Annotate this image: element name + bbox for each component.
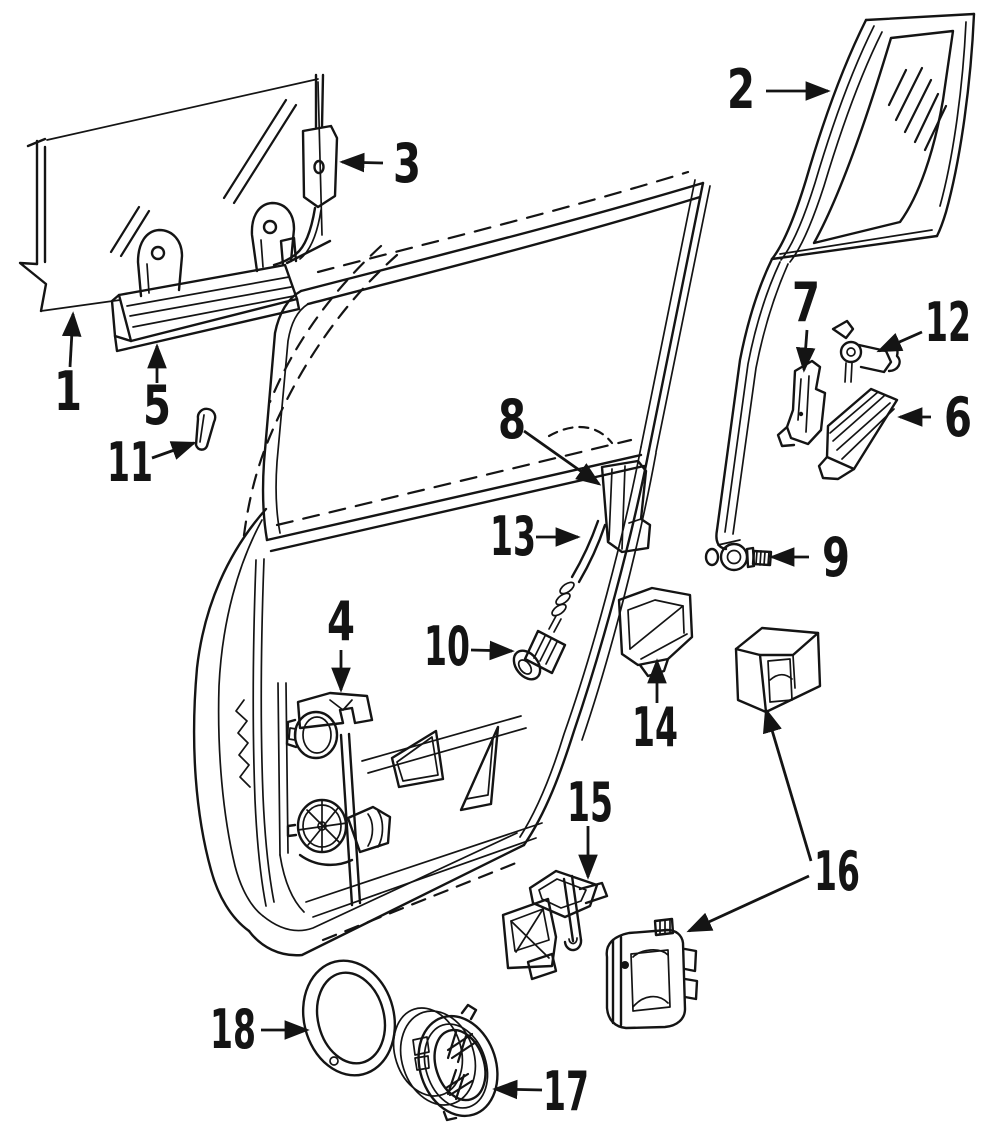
speaker bbox=[383, 999, 510, 1126]
callout-number: 17 bbox=[543, 1060, 589, 1123]
stroke bbox=[303, 717, 331, 753]
stroke bbox=[736, 649, 766, 712]
stroke bbox=[736, 628, 820, 712]
callout-arrow bbox=[524, 431, 599, 484]
stroke bbox=[896, 68, 922, 120]
stroke bbox=[264, 221, 276, 233]
callout-arrow bbox=[495, 1089, 542, 1090]
stroke bbox=[770, 675, 792, 680]
stroke bbox=[368, 814, 373, 846]
callout-12 bbox=[879, 291, 971, 354]
stroke bbox=[790, 32, 882, 262]
stroke bbox=[313, 838, 536, 917]
stroke bbox=[111, 207, 139, 252]
callout-arrow bbox=[766, 710, 811, 861]
stroke bbox=[772, 236, 937, 259]
callout-13 bbox=[490, 505, 578, 568]
door-shell bbox=[194, 447, 656, 955]
lock-mechanism bbox=[833, 321, 900, 382]
stroke bbox=[845, 363, 846, 382]
stroke bbox=[261, 240, 263, 267]
stroke bbox=[249, 845, 524, 955]
door-check-bracket bbox=[503, 871, 607, 979]
window-regulator bbox=[278, 683, 390, 912]
callout-14 bbox=[632, 661, 678, 759]
callout-number: 4 bbox=[327, 590, 355, 653]
callout-arrow bbox=[471, 650, 512, 651]
stroke bbox=[915, 94, 938, 142]
callout-10 bbox=[424, 615, 512, 678]
callout-2 bbox=[727, 58, 828, 121]
stroke bbox=[308, 197, 700, 304]
stroke bbox=[793, 655, 795, 688]
stroke bbox=[847, 348, 855, 356]
callout-5 bbox=[143, 346, 171, 437]
stroke bbox=[121, 211, 149, 256]
stroke bbox=[609, 469, 612, 540]
stroke bbox=[685, 949, 696, 971]
support-bracket bbox=[778, 361, 825, 446]
stroke bbox=[288, 825, 296, 836]
callout-arrow bbox=[879, 332, 922, 351]
stroke bbox=[236, 700, 250, 787]
stroke bbox=[806, 376, 809, 432]
stroke bbox=[308, 808, 338, 845]
stroke bbox=[330, 700, 343, 710]
stroke bbox=[579, 525, 605, 582]
stroke bbox=[827, 389, 897, 469]
callout-arrow bbox=[342, 162, 383, 163]
callout-arrow bbox=[152, 443, 194, 458]
callout-layer bbox=[54, 58, 972, 1123]
grooved-wedge bbox=[819, 389, 897, 479]
stroke bbox=[633, 997, 668, 1007]
stroke bbox=[261, 559, 274, 902]
stroke bbox=[550, 602, 568, 618]
screw-fastener bbox=[706, 544, 771, 570]
stroke bbox=[733, 264, 788, 534]
stroke bbox=[630, 606, 683, 649]
stroke bbox=[622, 466, 625, 549]
stroke bbox=[728, 551, 741, 564]
stroke bbox=[685, 979, 697, 999]
stroke bbox=[649, 183, 703, 450]
stroke bbox=[539, 879, 586, 908]
stroke bbox=[633, 950, 668, 957]
callout-number: 16 bbox=[814, 840, 860, 903]
stroke bbox=[47, 79, 318, 140]
stroke bbox=[799, 412, 803, 416]
stroke bbox=[41, 300, 120, 311]
callout-16 bbox=[689, 710, 860, 931]
callout-4 bbox=[327, 590, 355, 690]
stroke bbox=[415, 1056, 429, 1070]
stroke bbox=[278, 683, 280, 855]
stroke bbox=[466, 738, 493, 799]
callout-number: 1 bbox=[54, 360, 82, 423]
stroke bbox=[756, 551, 757, 564]
stroke bbox=[138, 230, 182, 296]
stroke bbox=[243, 255, 397, 543]
stroke bbox=[905, 80, 931, 132]
stroke bbox=[224, 100, 286, 198]
callout-number: 6 bbox=[944, 386, 972, 449]
callout-number: 2 bbox=[727, 58, 755, 121]
stroke bbox=[20, 263, 46, 311]
stroke bbox=[772, 20, 866, 259]
stroke bbox=[607, 930, 685, 1028]
stroke bbox=[549, 616, 556, 629]
callout-number: 11 bbox=[107, 431, 153, 494]
stroke bbox=[322, 75, 323, 127]
clip-bracket bbox=[619, 588, 692, 676]
stroke bbox=[277, 440, 631, 525]
stroke bbox=[641, 180, 695, 447]
stroke bbox=[851, 363, 852, 382]
callout-18 bbox=[210, 998, 307, 1061]
callout-number: 13 bbox=[490, 505, 536, 568]
stroke bbox=[330, 1057, 338, 1065]
stroke bbox=[628, 600, 684, 649]
callout-number: 8 bbox=[498, 388, 526, 451]
callout-number: 5 bbox=[143, 374, 171, 437]
stroke bbox=[549, 427, 612, 443]
stroke bbox=[889, 70, 906, 105]
stroke bbox=[564, 879, 573, 941]
stroke bbox=[656, 186, 710, 452]
stroke bbox=[760, 551, 761, 565]
callout-number: 12 bbox=[925, 291, 971, 354]
stroke bbox=[253, 560, 266, 906]
door-latch bbox=[607, 919, 697, 1028]
stroke bbox=[280, 855, 304, 912]
callout-number: 18 bbox=[210, 998, 256, 1061]
stroke bbox=[219, 520, 263, 916]
callout-9 bbox=[772, 526, 850, 589]
vent-glass-assembly bbox=[716, 14, 974, 549]
callout-17 bbox=[495, 1060, 589, 1123]
callout-1 bbox=[54, 314, 82, 423]
stroke bbox=[554, 619, 561, 632]
stroke bbox=[462, 1005, 476, 1019]
stroke bbox=[866, 14, 974, 20]
stroke bbox=[271, 466, 644, 551]
door-glass bbox=[20, 79, 330, 311]
callout-arrow bbox=[689, 876, 809, 931]
stroke bbox=[291, 951, 406, 1085]
stroke bbox=[621, 961, 629, 969]
stroke bbox=[631, 950, 670, 1011]
stroke bbox=[318, 172, 688, 272]
stroke bbox=[830, 392, 878, 433]
small-clip bbox=[196, 409, 215, 450]
stroke bbox=[147, 264, 149, 293]
striker-block bbox=[736, 628, 820, 712]
stroke bbox=[152, 247, 164, 259]
callout-number: 3 bbox=[393, 132, 421, 195]
stroke bbox=[234, 105, 296, 203]
callout-6 bbox=[900, 386, 972, 449]
callout-number: 15 bbox=[567, 771, 613, 834]
stroke bbox=[301, 183, 703, 291]
stroke bbox=[781, 26, 874, 260]
stroke bbox=[572, 521, 598, 577]
speaker-ring bbox=[291, 951, 406, 1085]
body-reference-lines bbox=[243, 246, 397, 543]
stroke bbox=[267, 455, 641, 540]
callout-number: 7 bbox=[792, 271, 820, 334]
stroke bbox=[760, 633, 818, 655]
stroke bbox=[833, 321, 853, 338]
stroke bbox=[300, 855, 352, 865]
stroke bbox=[508, 646, 545, 685]
stroke bbox=[768, 659, 792, 702]
stroke bbox=[315, 161, 324, 173]
stroke bbox=[768, 552, 769, 565]
callout-number: 10 bbox=[424, 615, 470, 678]
stroke bbox=[200, 415, 204, 442]
callout-number: 9 bbox=[822, 526, 850, 589]
stroke bbox=[263, 833, 517, 931]
callout-7 bbox=[792, 271, 820, 370]
callout-number: 14 bbox=[632, 696, 678, 759]
callout-15 bbox=[567, 771, 613, 877]
stroke bbox=[378, 811, 383, 847]
callout-3 bbox=[342, 132, 421, 195]
stroke bbox=[368, 728, 526, 773]
stroke bbox=[196, 409, 215, 450]
stroke bbox=[706, 549, 718, 565]
callout-11 bbox=[107, 431, 194, 494]
stroke bbox=[764, 552, 765, 565]
